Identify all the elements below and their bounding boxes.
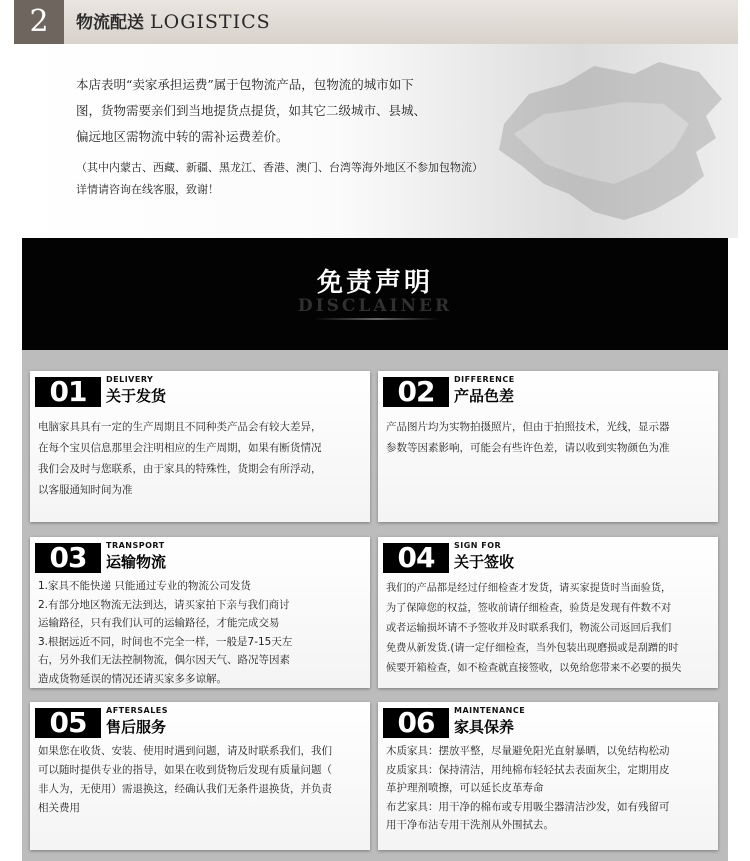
card-text [386, 742, 712, 835]
note-line: 详情请咨询在线客服，致谢！ [76, 183, 219, 196]
logistics-header [14, 0, 738, 44]
card-line: 我们会及时与您联系，由于家具的特殊性，货期会有所浮动， [38, 463, 322, 475]
card-line: 造成货物延误的情况还请买家多多谅解。 [38, 672, 227, 685]
card-line: 候要开箱检查，如不检查就直接签收，以免给您带来不必要的损失 [386, 663, 682, 674]
card-title-en: SIGN FOR [454, 541, 502, 550]
card-title-en: MAINTENANCE [454, 706, 526, 715]
card-line: 皮质家具：保持清洁，用纯棉布轻轻拭去表面灰尘，定期用皮 [386, 763, 670, 776]
card-line: 或者运输损坏请不予签收并及时联系我们，物流公司返回后我们 [386, 623, 672, 634]
logistics-paragraph [76, 72, 496, 150]
card-line: 在每个宝贝信息那里会注明相应的生产周期，如果有断货情况 [38, 442, 322, 454]
paragraph-line: 偏远地区需物流中转的需补运费差价。 [76, 129, 289, 144]
card-transport [30, 537, 370, 688]
card-text [386, 417, 712, 459]
card-text [38, 577, 364, 688]
card-title-en: TRANSPORT [106, 541, 165, 550]
card-maintenance [378, 702, 718, 850]
card-line: 为了保障您的权益，签收前请仔细检查，验货是发现有件数不对 [386, 603, 672, 614]
card-line: 参数等因素影响，可能会有些许色差，请以收到实物颜色为准 [386, 442, 670, 454]
card-title-cn: 售后服务 [106, 718, 167, 736]
card-line: 用干净布沾专用干洗剂从外围拭去。 [386, 819, 554, 831]
card-line: 相关费用 [38, 802, 80, 814]
card-line: 我们的产品都是经过仔细检查才发货，请买家提货时当面验货， [386, 583, 672, 594]
logistics-title-cn: 物流配送 [76, 13, 144, 33]
card-number: 04 [383, 543, 449, 573]
card-text [386, 579, 712, 679]
card-line: 非人为，无使用）需退换这，经确认我们无条件退换货，并负责 [38, 783, 332, 795]
disclaimer-subtitle: DISCLAINER [297, 296, 453, 316]
card-line: 如果您在收货、安装、使用时遇到问题，请及时联系我们，我们 [38, 745, 332, 757]
card-number: 03 [35, 543, 101, 573]
card-line: 以客服通知时间为准 [38, 484, 133, 496]
note-line: （其中内蒙古、西藏、新疆、黑龙江、香港、澳门、台湾等海外地区不参加包物流） [76, 161, 483, 174]
card-title-cn: 运输物流 [106, 553, 167, 571]
disclaimer-title: 免责声明 [316, 268, 433, 298]
card-line: 右，另外我们无法控制物流，偶尔因天气、路况等因素 [38, 654, 290, 666]
card-line: 3.根据远近不同，时间也不完全一样，一般是7-15天左 [38, 635, 293, 648]
card-line: 革护理剂喷擦，可以延长皮革寿命 [386, 782, 544, 794]
card-line: 1.家具不能快递 只能通过专业的物流公司发货 [38, 580, 251, 592]
card-aftersales [30, 702, 370, 850]
card-number: 06 [383, 708, 449, 738]
disclaimer-banner [22, 238, 728, 350]
card-title-cn: 关于签收 [454, 553, 515, 571]
card-title-en: DELIVERY [106, 375, 154, 384]
logistics-body [14, 44, 738, 238]
china-map-image [484, 54, 734, 229]
card-difference [378, 371, 718, 522]
card-line: 免费从新发货.(请一定仔细检查，当外包装出现磨损或是刮蹭的时 [386, 643, 679, 654]
card-number: 01 [35, 377, 101, 407]
card-title-cn: 家具保养 [454, 718, 515, 736]
card-text [38, 417, 364, 501]
logistics-note [76, 157, 483, 201]
paragraph-line: 图，货物需要亲们到当地提货点提货，如其它二级城市、县城、 [76, 103, 427, 118]
card-title-en: DIFFERENCE [454, 375, 515, 384]
section-number: 2 [14, 0, 64, 44]
card-line: 电脑家具具有一定的生产周期且不同种类产品会有较大差异， [38, 421, 322, 433]
card-title-en: AFTERSALES [106, 706, 169, 715]
card-title-cn: 产品色差 [454, 387, 515, 405]
card-number: 05 [35, 708, 101, 738]
card-line: 可以随时提供专业的指导，如果在收到货物后发现有质量问题（ [38, 764, 332, 776]
card-text [38, 742, 364, 818]
card-line: 布艺家具：用干净的棉布或专用吸尘器清洁沙发，如有残留可 [386, 800, 670, 813]
card-line: 木质家具：摆放平整，尽量避免阳光直射暴晒，以免结构松动 [386, 745, 670, 757]
card-line: 产品图片均为实物拍摄照片，但由于拍照技术，光线，显示器 [386, 421, 670, 433]
card-line: 2.有部分地区物流无法到达，请买家拍下亲与我们商讨 [38, 598, 290, 611]
logistics-title-en: LOGISTICS [150, 11, 271, 33]
card-title-cn: 关于发货 [106, 387, 167, 405]
card-line: 运输路径，只有我们认可的运输路径，才能完成交易 [38, 617, 280, 629]
divider [312, 318, 442, 320]
card-number: 02 [383, 377, 449, 407]
paragraph-line: 本店表明“卖家承担运费”属于包物流产品，包物流的城市如下 [76, 77, 414, 92]
card-delivery [30, 371, 370, 522]
card-sign-for [378, 537, 718, 688]
logistics-title [76, 0, 271, 44]
